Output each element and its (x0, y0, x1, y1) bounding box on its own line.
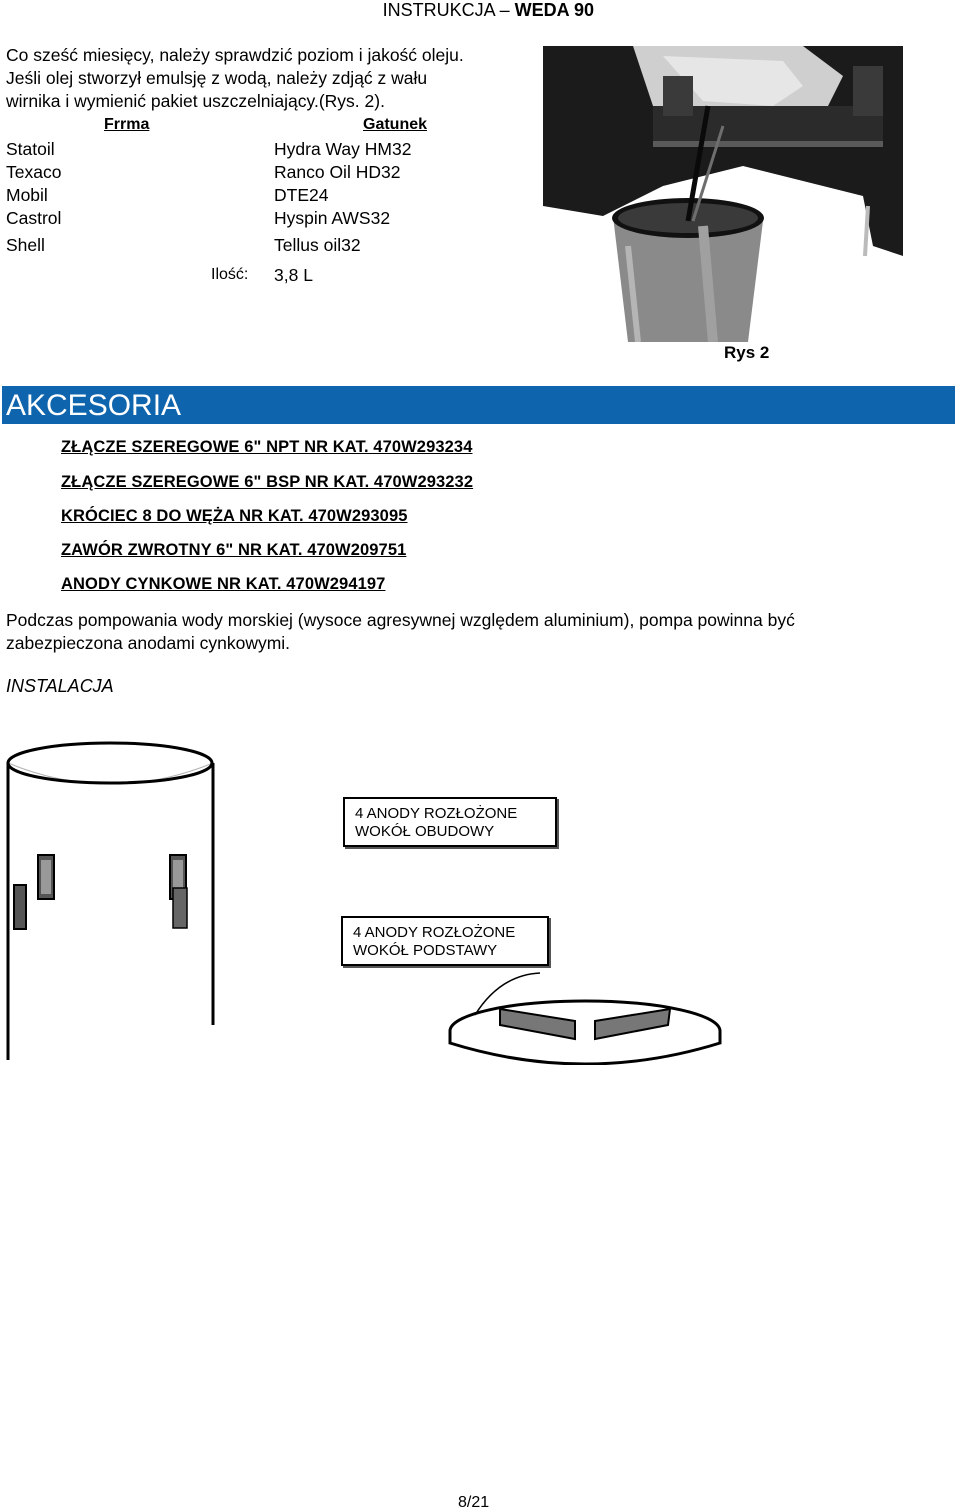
intro-line: wirnika i wymienić pakiet uszczelniający.(Rys. 2). (6, 91, 385, 111)
callout-base-anodes (341, 916, 549, 966)
seawater-note (6, 609, 956, 655)
callout-line: WOKÓŁ OBUDOWY (355, 823, 495, 840)
note-line: zabezpieczona anodami cynkowymi. (6, 633, 291, 653)
oil-brand: Statoil (6, 139, 55, 159)
accessory-item: ZAWÓR ZWROTNY 6" NR KAT. 470W209751 (61, 541, 407, 559)
note-line: Podczas pompowania wody morskiej (wysoce agresywnej względem aluminium), pompa powinna być (6, 610, 795, 630)
oil-table-header-brand: Frrma (104, 116, 150, 133)
oil-brand: Shell (6, 235, 45, 255)
section-title-accessories: AKCESORIA (6, 389, 182, 422)
header-model: WEDA 90 (514, 0, 594, 20)
quantity-label: Ilość: (211, 266, 249, 283)
oil-grade: Ranco Oil HD32 (274, 162, 401, 182)
figure-caption: Rys 2 (724, 343, 770, 362)
callout-line: 4 ANODY ROZŁOŻONE (353, 924, 516, 941)
oil-brand: Mobil (6, 185, 48, 205)
quantity-value: 3,8 L (274, 265, 313, 285)
callout-housing-anodes (343, 797, 557, 847)
intro-line: Jeśli olej stworzył emulsję z wodą, należy zdjąć z wału (6, 68, 428, 88)
accessory-item: ZŁĄCZE SZEREGOWE 6" NPT NR KAT. 470W293234 (61, 438, 473, 456)
accessory-item: KRÓCIEC 8 DO WĘŻA NR KAT. 470W293095 (61, 507, 408, 525)
accessory-item: ANODY CYNKOWE NR KAT. 470W294197 (61, 575, 386, 593)
oil-brand: Castrol (6, 208, 62, 228)
header-prefix: INSTRUKCJA – (382, 0, 515, 20)
oil-drain-photo (543, 46, 903, 342)
callout-line: 4 ANODY ROZŁOŻONE (355, 805, 518, 822)
intro-line: Co sześć miesięcy, należy sprawdzić poziom i jakość oleju. (6, 45, 464, 65)
oil-grade: Hydra Way HM32 (274, 139, 412, 159)
page-number: 8/21 (458, 1494, 490, 1511)
intro-text (6, 44, 546, 113)
anode-installation-drawing (0, 725, 730, 1065)
accessory-item: ZŁĄCZE SZEREGOWE 6" BSP NR KAT. 470W293232 (61, 473, 474, 491)
callout-line: WOKÓŁ PODSTAWY (353, 942, 498, 959)
document-header (383, 0, 594, 20)
oil-table-header-grade: Gatunek (363, 116, 428, 133)
oil-brand: Texaco (6, 162, 62, 182)
oil-grade: Hyspin AWS32 (274, 208, 391, 228)
oil-grade: DTE24 (274, 185, 329, 205)
oil-grade: Tellus oil32 (274, 235, 361, 255)
installation-heading: INSTALACJA (6, 676, 114, 696)
